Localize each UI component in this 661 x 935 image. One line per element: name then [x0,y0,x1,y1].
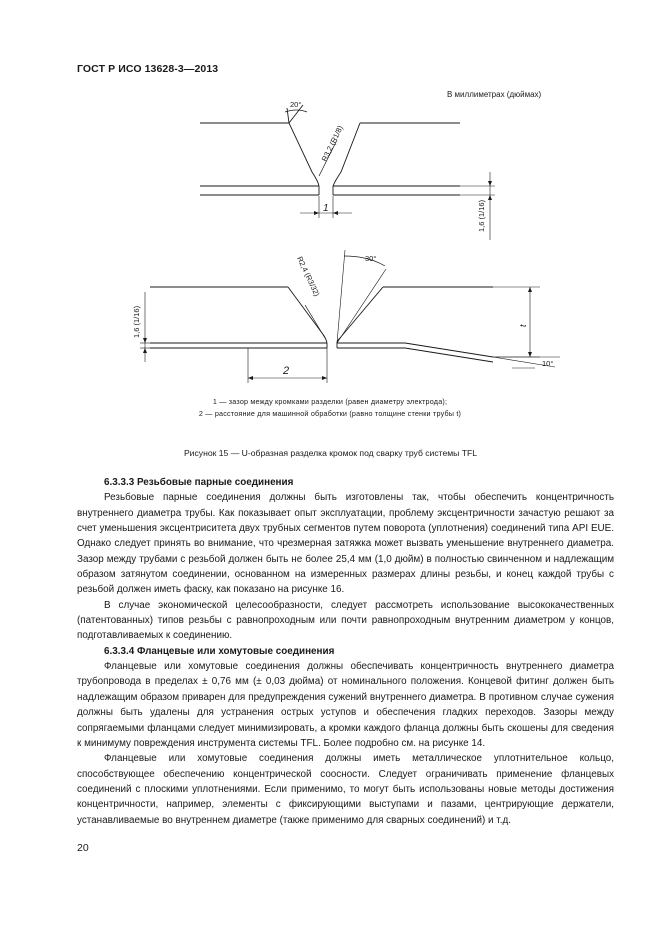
section-heading: 6.3.3.3 Резьбовые парные соединения [104,477,294,488]
paragraph: Фланцевые или хомутовые соединения должны обеспечивать концентричность внутреннего диаметра трубопровода в пределах ± 0,76 мм (± 0,03 дюйма) от номинального положения. Концевой фитинг должен быть надлежащим образом приварен для предупреждения сужений внутреннего диаметра. В противном случае сужения должны быть удалены для устранения острых уступов и обеспечения гладких переходов. Зазоры между сопрягаемыми фланцами следует минимизировать, а кромки каждого фланца должны быть скошены для сведения к минимуму повреждения инструмента системы TFL. Более подробно см. на рисунке 14. [77,661,614,749]
radius-top-label: R3,2 (R1/8) [319,124,345,163]
section-heading: 6.3.3.4 Фланцевые или хомутовые соединения [104,645,335,657]
machining-label: 2 [283,365,290,377]
units-note: В миллиметрах (дюймах) [447,90,542,99]
angle-top-label: 20° [290,100,302,109]
angle-small-label: 10° [542,359,554,368]
page-number: 20 [77,842,89,854]
section-6-3-3-3 [77,475,614,828]
document-header: ГОСТ Р ИСО 13628-3—2013 [77,63,219,75]
clearance-left-label: 1,6 (1/16) [132,305,141,338]
angle-bottom-label: 30° [365,254,377,263]
legend-item-2: 2 — расстояние для машинной обработки (равно толщине стенки трубы t) [198,409,462,418]
paragraph: Резьбовые парные соединения должны быть изготовлены так, чтобы обеспечить концентричность внутреннего диаметра трубы. Как показывает опыт эксплуатации, проблему эксцентричности зачастую решают за счет уменьшения эксцентриситета двух трубных сегментов путем поворота (уплотнения) соединений типа API EUE. Однако следует принять во внимание, что чрезмерная затяжка может вызвать уменьшение внутреннего диаметра. Зазор между трубами с резьбой должен быть не более 25,4 мм (1,0 дюйм) в полностью свинченном и надлежащим образом затянутом соединении, основанном на измеренных размерах длины резьбы, и конец каждой трубы с резьбой должен иметь фаску, как показано на рисунке 16. [77,492,614,596]
gap-label: 1 [323,203,329,214]
legend-item-1: 1 — зазор между кромками разделки (равен диаметру электрода); [212,397,448,406]
thickness-label: t [518,324,528,327]
top-joint-profile [200,105,495,240]
paragraph: Фланцевые или хомутовые соединения должны иметь металлическое уплотнительное кольцо, способствующее обеспечению концентрической соосности. Следует ограничивать применение фланцевых соединений с плоскими уплотнениями. Если применимо, то могут быть использованы новые методы достижения концентричности, например, элементы с фиксирующими выступами и пазами, центрирующие держатели, устанавливаемые во внутреннем диаметре (также применимо для сварных соединений) и т.д. [77,753,614,826]
clearance-right-label: 1,6 (1/16) [477,199,486,232]
radius-bottom-label: R2,4 (R3/32) [295,255,322,298]
figure-caption: Рисунок 15 — U-образная разделка кромок под сварку труб системы TFL [183,448,478,458]
paragraph: В случае экономической целесообразности, следует рассмотреть использование высококачественных (патентованных) типов резьбы с равнопроходным или почти равнопроходным внутренним диаметром у концов, подготавливаемых к соединению. [77,599,614,642]
weld-preparation-drawing [0,0,661,440]
bottom-joint-profile [140,250,560,383]
